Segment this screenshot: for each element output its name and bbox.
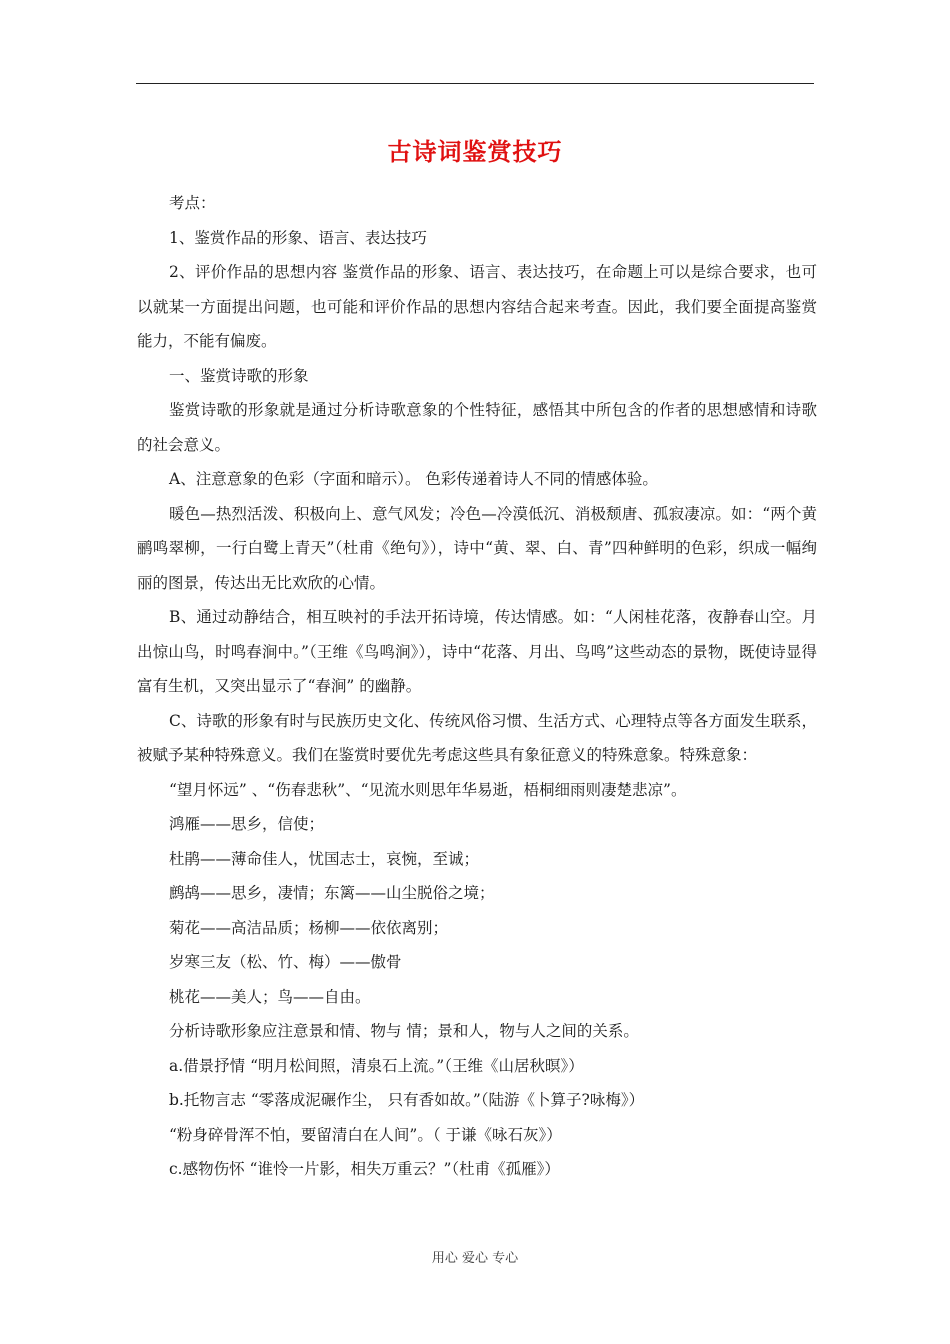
example-b: b.托物言志 “零落成泥碾作尘， 只有香如故。”（陆游《卜算子?咏梅》） bbox=[169, 1091, 645, 1109]
header-rule bbox=[136, 83, 814, 84]
example-a: a.借景抒情 “明月松间照，清泉石上流。”（王维《山居秋暝》） bbox=[169, 1056, 584, 1075]
list-item: 杜鹃——薄命佳人，忧国志士，哀惋，至诚； bbox=[169, 849, 480, 868]
list-item: 鹧鸪——思乡，凄情；东篱——山尘脱俗之境； bbox=[169, 884, 495, 902]
list-item: 菊花——高洁品质；杨柳——依依离别； bbox=[169, 918, 449, 937]
example-b-quote: “粉身碎骨浑不怕，要留清白在人间”。（ 于谦《咏石灰》） bbox=[169, 1125, 562, 1144]
paragraph-point-2: 2、评价作品的思想内容 鉴赏作品的形象、语言、表达技巧，在命题上可以是综合要求，也可以就某一方面提出问题，也可能和评价作品的思想内容结合起来考查。因此，我们要全面提高鉴赏能力，不能有偏废。 bbox=[137, 263, 817, 350]
paragraph-a-color: A、注意意象的色彩（字面和暗示）。 色彩传递着诗人不同的情感体验。 bbox=[169, 470, 658, 488]
list-item: 桃花——美人；鸟——自由。 bbox=[169, 987, 371, 1006]
section-heading-1: 一、鉴赏诗歌的形象 bbox=[169, 366, 309, 385]
list-item: 岁寒三友（松、竹、梅）——傲骨 bbox=[169, 953, 402, 971]
paragraph-c-culture: C、诗歌的形象有时与民族历史文化、传统风俗习惯、生活方式、心理特点等各方面发生联系，被赋予某种特殊意义。我们在鉴赏时要优先考虑这些具有象征意义的特殊意象。特殊意象： bbox=[137, 711, 817, 764]
document-body bbox=[137, 186, 817, 1187]
paragraph-special-images: “望月怀远” 、“伤春悲秋”、“见流水则思年华易逝，梧桐细雨则凄楚悲凉”。 bbox=[169, 780, 687, 799]
paragraph-exam-points: 考点： bbox=[169, 194, 216, 212]
paragraph-b-motion: B、通过动静结合，相互映衬的手法开拓诗境，传达情感。如：“人闲桂花落，夜静春山空。月出惊山鸟，时鸣春涧中。”（王维《鸟鸣涧》），诗中“花落、月出、鸟鸣”这些动态的景物，既使诗显得富有生机，又突出显示了“春涧” 的幽静。 bbox=[137, 608, 817, 695]
paragraph-warm-cold: 暖色—热烈活泼、积极向上、意气风发；冷色—冷漠低沉、消极颓唐、孤寂凄凉。如：“两个黄鹂鸣翠柳，一行白鹭上青天”（杜甫《绝句》），诗中“黄、翠、白、青”四种鲜明的色彩，织成一幅绚丽的图景，传达出无比欢欣的心情。 bbox=[137, 504, 817, 592]
list-item: 鸿雁——思乡，信使； bbox=[169, 815, 325, 833]
page-footer: 用心 爱心 专心 bbox=[431, 1251, 519, 1266]
paragraph-image-intro: 鉴赏诗歌的形象就是通过分析诗歌意象的个性特征，感悟其中所包含的作者的思想感情和诗歌的社会意义。 bbox=[137, 401, 817, 454]
paragraph-analysis: 分析诗歌形象应注意景和情、物与 情；景和人，物与人之间的关系。 bbox=[169, 1022, 639, 1040]
paragraph-point-1: 1、鉴赏作品的形象、语言、表达技巧 bbox=[169, 228, 427, 247]
document-title: 古诗词鉴赏技巧 bbox=[387, 137, 563, 166]
example-c: c.感物伤怀 “谁怜一片影，相失万重云？”（杜甫《孤雁》） bbox=[169, 1160, 560, 1178]
